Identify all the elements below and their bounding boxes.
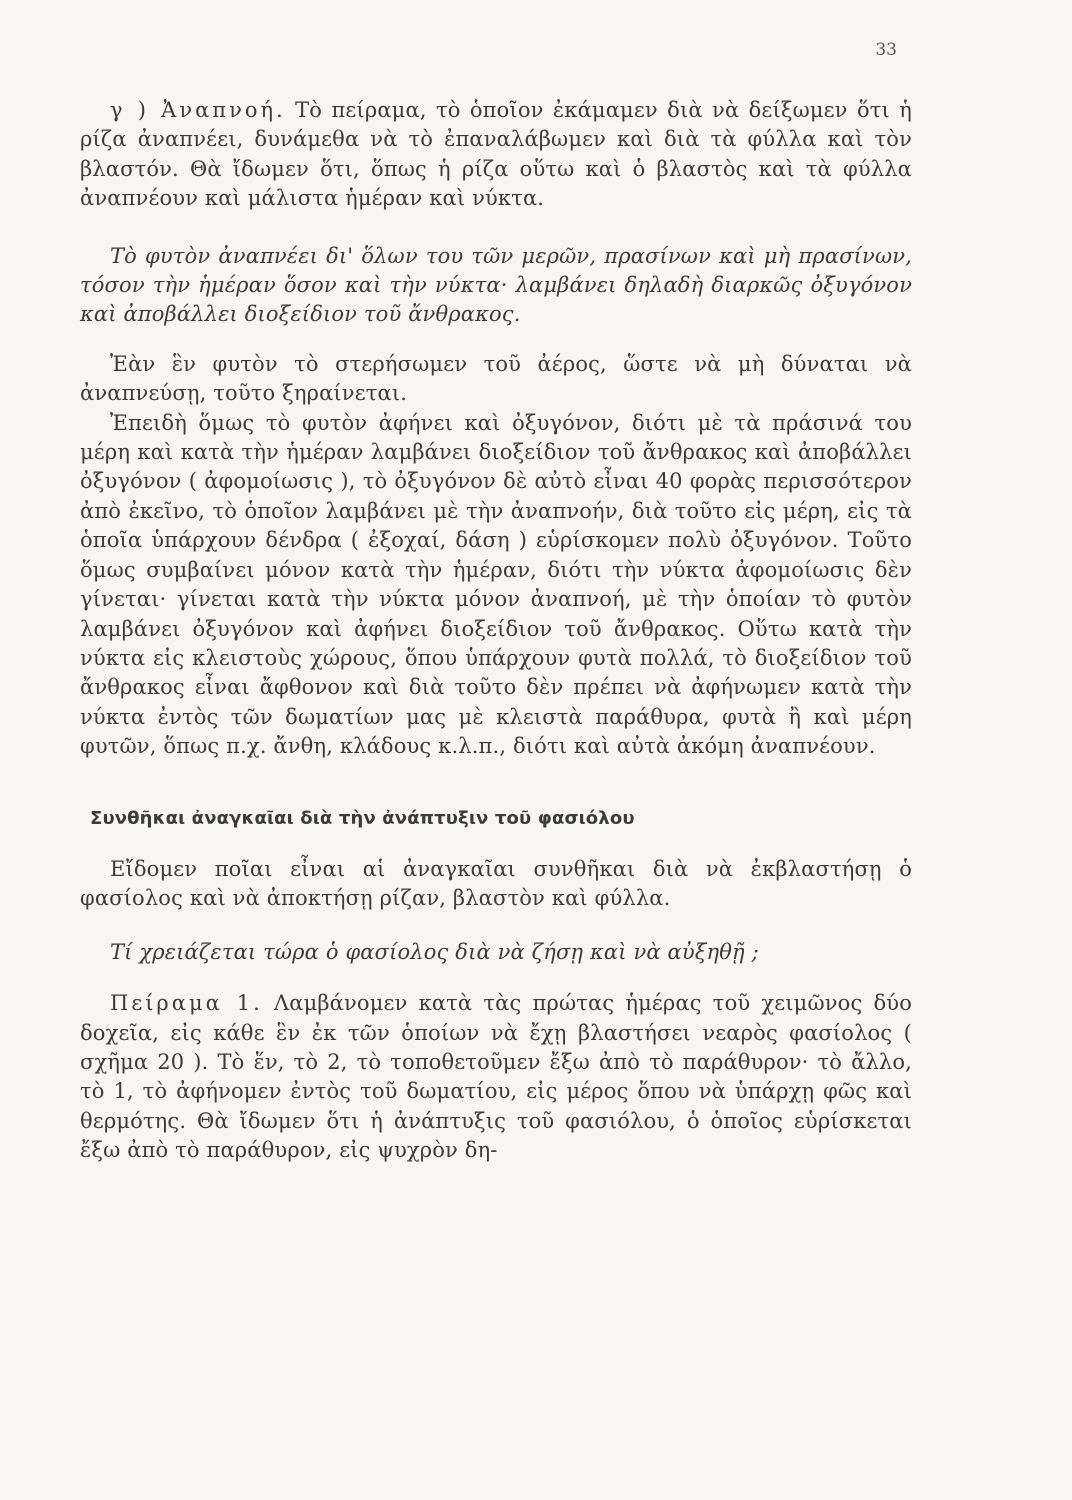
page-body [80, 96, 912, 1166]
section-heading: Συνθῆκαι ἀναγκαῖαι διὰ τὴν ἀνάπτυξιν τοῦ φασιόλου [90, 807, 635, 829]
summary-italic-paragraph: Τὸ φυτὸν ἀναπνέει δι' ὅλων του τῶν μερῶν, πρασίνων καὶ μὴ πρασίνων, τόσον τὴν ἡμέραν ὅσον καὶ τὴν νύκτα· λαμβάνει δηλαδὴ διαρκῶς ὀξυγόνον καὶ ἀποβάλλει διοξείδιον τοῦ ἄνθρακος. [80, 243, 912, 327]
section-label: γ ) Ἀναπνοή. [110, 98, 286, 122]
experiment-label: Πείραμα 1. [110, 991, 263, 1016]
page-number: 33 [875, 40, 897, 60]
paragraph-text: Τὸ πείραμα, τὸ ὁποῖον ἐκάμαμεν διὰ νὰ δείξωμεν ὅτι ἡ ρίζα ἀναπνέει, δυνάμεθα νὰ τὸ ἐπαναλάβωμεν καὶ διὰ τὰ φύλλα καὶ τὸν βλαστόν. Θὰ ἴδωμεν ὅτι, ὅπως ἡ ρίζα οὕτω καὶ ὁ βλαστὸς καὶ τὰ φύλλα ἀναπνέουν καὶ μάλιστα ἡμέραν καὶ νύκτα. [80, 98, 912, 211]
air-deprivation-paragraph: Ἐὰν ἓν φυτὸν τὸ στερήσωμεν τοῦ ἀέρος, ὥστε νὰ μὴ δύναται νὰ ἀναπνεύσῃ, τοῦτο ξηραίνεται. [80, 351, 912, 406]
experiment-paragraph [80, 989, 912, 1165]
respiration-paragraph [80, 96, 912, 214]
question-line: Τί χρειάζεται τώρα ὁ φασίολος διὰ νὰ ζήσῃ καὶ νὰ αὐξηθῇ ; [110, 939, 759, 964]
experiment-text: Λαμβάνομεν κατὰ τὰς πρώτας ἡμέρας τοῦ χειμῶνος δύο δοχεῖα, εἰς κάθε ἓν ἐκ τῶν ὁποίων νὰ ἔχῃ βλαστήσει νεαρὸς φασίολος ( σχῆμα 20 ). Τὸ ἕν, τὸ 2, τὸ τοποθετοῦμεν ἔξω ἀπὸ τὸ παράθυρον· τὸ ἄλλο, τὸ 1, τὸ ἀφήνομεν ἐντὸς τοῦ δωματίου, εἰς μέρος ὅπου νὰ ὑπάρχῃ φῶς καὶ θερμότης. Θὰ ἴδωμεν ὅτι ἡ ἀνάπτυξις τοῦ φασιόλου, ὁ ὁποῖος εὑρίσκεται ἔξω ἀπὸ τὸ παράθυρον, εἰς ψυχρὸν δη- [80, 991, 912, 1163]
conditions-paragraph: Εἴδομεν ποῖαι εἶναι αἱ ἀναγκαῖαι συνθῆκαι διὰ νὰ ἐκβλαστήσῃ ὁ φασίολος καὶ νὰ ἀποκτήσῃ ρίζαν, βλαστὸν καὶ φύλλα. [80, 856, 912, 911]
assimilation-paragraph: Ἐπειδὴ ὅμως τὸ φυτὸν ἀφήνει καὶ ὀξυγόνον, διότι μὲ τὰ πράσινά του μέρη καὶ κατὰ τὴν ἡμέραν λαμβάνει διοξείδιον τοῦ ἄνθρακος καὶ ἀποβάλλει ὀξυγόνον ( ἀφομοίωσις ), τὸ ὀξυγόνον δὲ αὐτὸ εἶναι 40 φορὰς περισσότερον ἀπὸ ἐκεῖνο, τὸ ὁποῖον λαμβάνει μὲ τὴν ἀναπνοήν, διὰ τοῦτο εἰς μέρη, εἰς τὰ ὁποῖα ὑπάρχουν δένδρα ( ἐξοχαί, δάση ) εὑρίσκομεν πολὺ ὀξυγόνον. Τοῦτο ὅμως συμβαίνει μόνον κατὰ τὴν ἡμέραν, διότι τὴν νύκτα ἀφομοίωσις δὲν γίνεται· γίνεται κατὰ τὴν νύκτα μόνον ἀναπνοή, μὲ τὴν ὁποίαν τὸ φυτὸν λαμβάνει ὀξυγόνον καὶ ἀφήνει διοξείδιον τοῦ ἄνθρακος. Οὕτω κατὰ τὴν νύκτα εἰς κλειστοὺς χώρους, ὅπου ὑπάρχουν φυτὰ πολλά, τὸ διοξείδιον τοῦ ἄνθρακος εἶναι ἄφθονον καὶ διὰ τοῦτο δὲν πρέπει νὰ ἀφήνωμεν κατὰ τὴν νύκτα ἐντὸς τῶν δωματίων μας μὲ κλειστὰ παράθυρα, φυτὰ ἢ καὶ μέρη φυτῶν, ὅπως π.χ. ἄνθη, κλάδους κ.λ.π., διότι καὶ αὐτὰ ἀκόμη ἀναπνέουν. [80, 410, 912, 759]
